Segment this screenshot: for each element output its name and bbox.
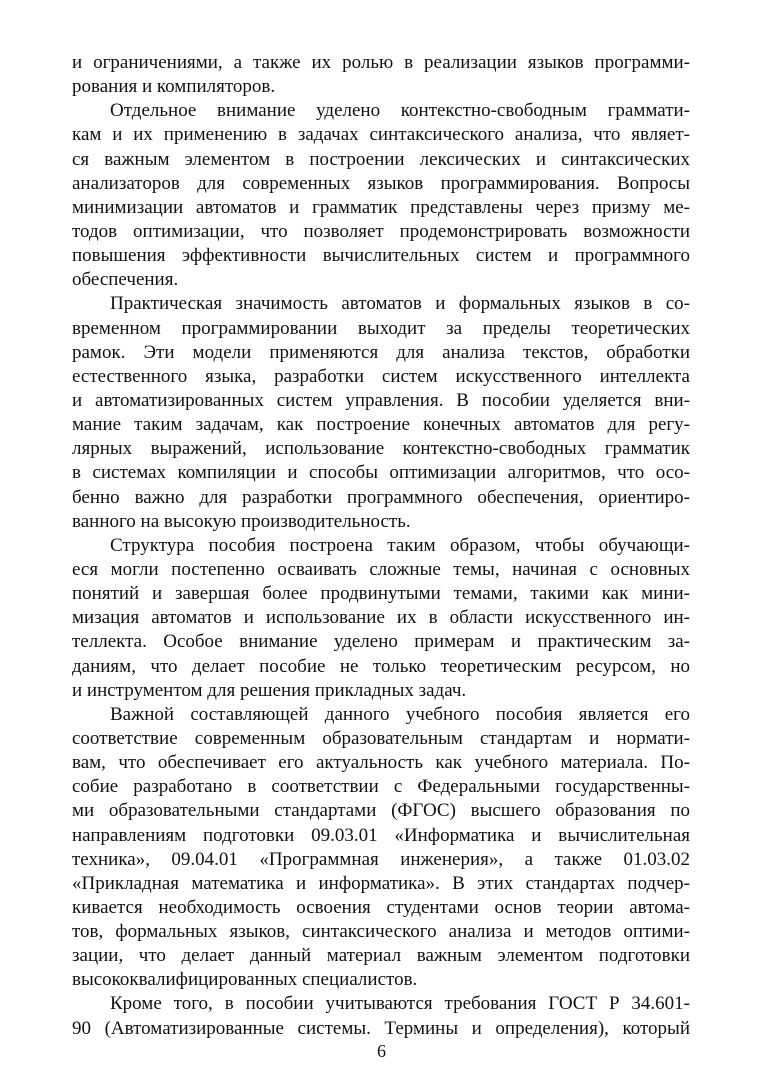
text-line: и автоматизированных систем управления. В пособии уделяется вни- [72,389,690,411]
text-line: ми образовательными стандартами (ФГОС) высшего образования по [72,800,690,822]
text-line: повышения эффективности вычислительных систем и программного [72,245,690,267]
page-number: 6 [377,1041,386,1061]
text-line: тов, формальных языков, синтаксического анализа и методов оптими- [72,921,690,943]
text-line: анализаторов для современных языков программирования. Вопросы [72,172,690,194]
text-line: минимизации автоматов и грамматик представлены через призму ме- [72,196,690,218]
text-line: еся могли постепенно осваивать сложные темы, начиная с основных [72,558,690,580]
text-line: вам, что обеспечивает его актуальность как учебного материала. По- [72,752,690,774]
text-line: Отдельное внимание уделено контекстно-свободным граммати- [110,100,690,122]
text-line: Практическая значимость автоматов и формальных языков в со- [110,293,690,315]
text-line: естественного языка, разработки систем искусственного интеллекта [72,365,690,387]
text-line: теллекта. Особое внимание уделено примерам и практическим за- [72,631,690,653]
text-line: лярных выражений, использование контекстно-свободных грамматик [72,438,690,460]
text-line: 90 (Автоматизированные системы. Термины и определения), который [72,1017,690,1039]
text-line: и ограничениями, а также их ролью в реализации языков программи- [72,52,690,73]
text-line: Кроме того, в пособии учитываются требования ГОСТ Р 34.601- [110,993,690,1015]
text-line: мание таким задачам, как построение конечных автоматов для регу- [72,414,690,436]
text-line: временном программировании выходит за пределы теоретических [72,317,690,339]
text-line: высококвалифицированных специалистов. [72,969,418,991]
text-line: кам и их применению в задачах синтаксического анализа, что являет- [72,124,690,146]
text-line: в системах компиляции и способы оптимизации алгоритмов, что осо- [72,462,690,484]
text-line: рования и компиляторов. [72,76,276,98]
body-text [72,51,690,1041]
text-line: рамок. Эти модели применяются для анализа текстов, обработки [72,341,690,363]
text-line: техника», 09.04.01 «Программная инженерия», а также 01.03.02 [72,848,690,870]
text-line: зации, что делает данный материал важным элементом подготовки [72,945,690,967]
text-line: «Прикладная математика и информатика». В этих стандартах подчер- [72,872,690,894]
text-line: собие разработано в соответствии с Федеральными государственны- [72,776,690,798]
text-line: кивается необходимость освоения студентами основ теории автома- [72,896,690,918]
text-line: соответствие современным образовательным стандартам и нормати- [72,727,690,749]
text-line: бенно важно для разработки программного обеспечения, ориентиро- [72,486,690,508]
text-line: и инструментом для решения прикладных задач. [72,679,467,701]
text-line: обеспечения. [72,269,179,291]
text-line: даниям, что делает пособие не только теоретическим ресурсом, но [72,655,690,677]
text-line: мизация автоматов и использование их в области искусственного ин- [72,607,690,629]
text-line: тодов оптимизации, что позволяет продемонстрировать возможности [72,220,690,242]
text-line: ся важным элементом в построении лексических и синтаксических [72,148,690,170]
text-line: Структура пособия построена таким образом, чтобы обучающи- [110,534,690,556]
text-line: понятий и завершая более продвинутыми темами, такими как мини- [72,583,690,605]
text-line: Важной составляющей данного учебного пособия является его [110,703,690,725]
text-line: направлениям подготовки 09.03.01 «Информатика и вычислительная [72,824,690,846]
text-line: ванного на высокую производительность. [72,510,411,532]
